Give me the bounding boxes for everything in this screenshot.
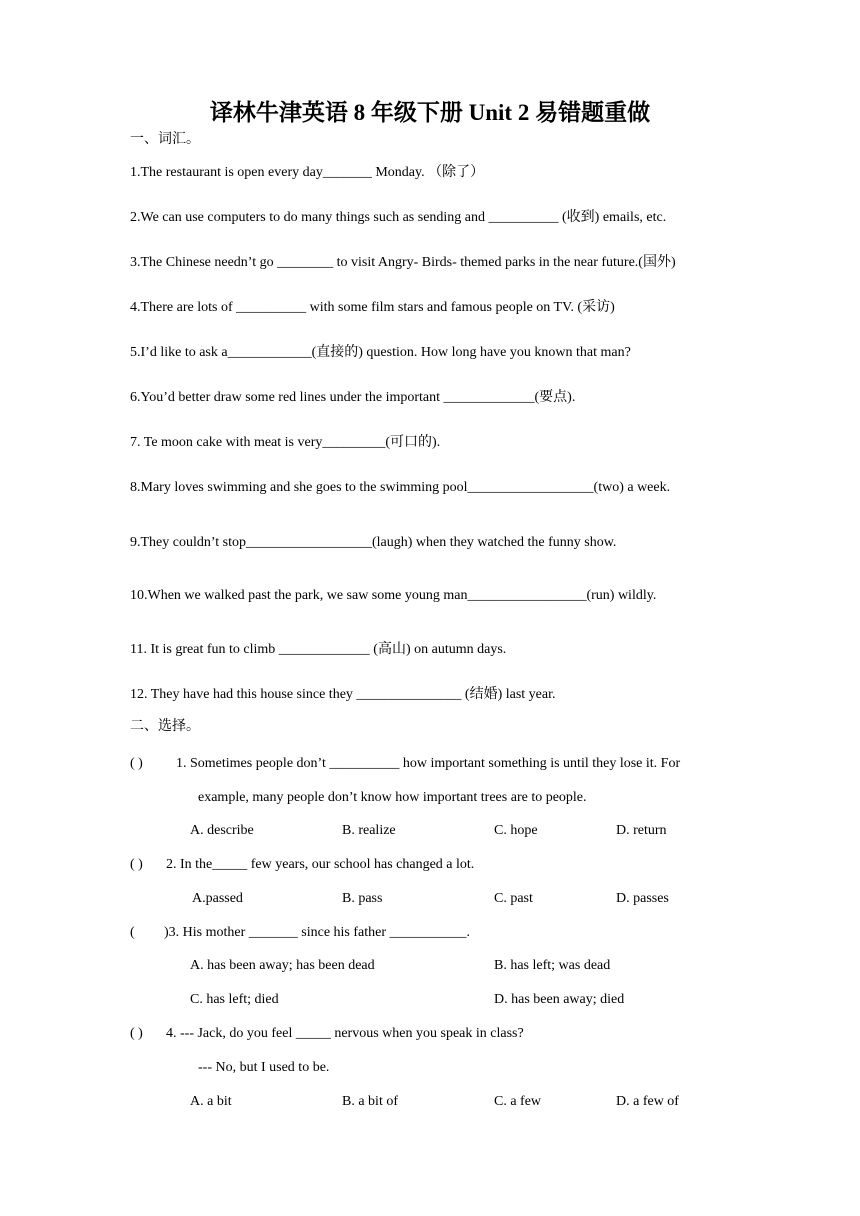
question-3-option-b: B. has left; was dead — [494, 958, 611, 973]
question-2-text: 2. In the_____ few years, our school has changed a lot. — [166, 857, 475, 872]
vocab-item-3: 3.The Chinese needn’t go ________ to visit Angry- Birds- themed parks in the near future.(国外) — [130, 255, 676, 270]
question-3-option-a: A. has been away; has been dead — [190, 958, 375, 973]
vocab-item-10: 10.When we walked past the park, we saw some young man_________________(run) wildly. — [130, 588, 657, 603]
question-2-option-d: D. passes — [616, 891, 669, 906]
answer-blank-1: ( ) — [130, 756, 143, 771]
question-3-option-c: C. has left; died — [190, 992, 279, 1007]
question-3-text: )3. His mother _______ since his father ___________. — [164, 925, 471, 940]
question-1-text: 1. Sometimes people don’t __________ how important something is until they lose it. For — [176, 756, 681, 771]
vocab-item-11: 11. It is great fun to climb _____________ (高山) on autumn days. — [130, 642, 507, 657]
question-4-continuation: --- No, but I used to be. — [198, 1060, 330, 1075]
question-3-option-d: D. has been away; died — [494, 992, 625, 1007]
question-4-option-d: D. a few of — [616, 1094, 679, 1109]
question-1-option-d: D. return — [616, 823, 667, 838]
vocab-item-12: 12. They have had this house since they _______________ (结婚) last year. — [130, 687, 556, 702]
section-heading-choice: 二、选择。 — [130, 719, 200, 734]
answer-blank-2: ( ) — [130, 857, 143, 872]
vocab-item-2: 2.We can use computers to do many things such as sending and __________ (收到) emails, etc. — [130, 210, 667, 225]
section-heading-vocabulary: 一、词汇。 — [130, 132, 200, 147]
vocab-item-4: 4.There are lots of __________ with some film stars and famous people on TV. (采访) — [130, 300, 615, 315]
question-2-option-c: C. past — [494, 891, 533, 906]
answer-blank-4: ( ) — [130, 1026, 143, 1041]
question-1-option-a: A. describe — [190, 823, 254, 838]
question-2-option-b: B. pass — [342, 891, 383, 906]
question-1-continuation: example, many people don’t know how important trees are to people. — [198, 790, 587, 805]
vocab-item-6: 6.You’d better draw some red lines under the important _____________(要点). — [130, 390, 576, 405]
vocab-item-7: 7. Te moon cake with meat is very_________(可口的). — [130, 435, 441, 450]
vocab-item-8: 8.Mary loves swimming and she goes to the swimming pool__________________(two) a week. — [130, 480, 671, 495]
vocab-item-9: 9.They couldn’t stop__________________(laugh) when they watched the funny show. — [130, 535, 617, 550]
question-4-option-a: A. a bit — [190, 1094, 232, 1109]
question-1-option-b: B. realize — [342, 823, 396, 838]
question-4-text: 4. --- Jack, do you feel _____ nervous when you speak in class? — [166, 1026, 524, 1041]
question-1-option-c: C. hope — [494, 823, 538, 838]
vocab-item-5: 5.I’d like to ask a____________(直接的) question. How long have you known that man? — [130, 345, 631, 360]
vocab-item-1: 1.The restaurant is open every day_______ Monday. （除了） — [130, 165, 485, 180]
question-4-option-c: C. a few — [494, 1094, 542, 1109]
question-2-option-a: A.passed — [192, 891, 243, 906]
page-title: 译林牛津英语 8 年级下册 Unit 2 易错题重做 — [209, 100, 651, 125]
question-4-option-b: B. a bit of — [342, 1094, 398, 1109]
answer-blank-3-open: ( — [130, 925, 135, 940]
